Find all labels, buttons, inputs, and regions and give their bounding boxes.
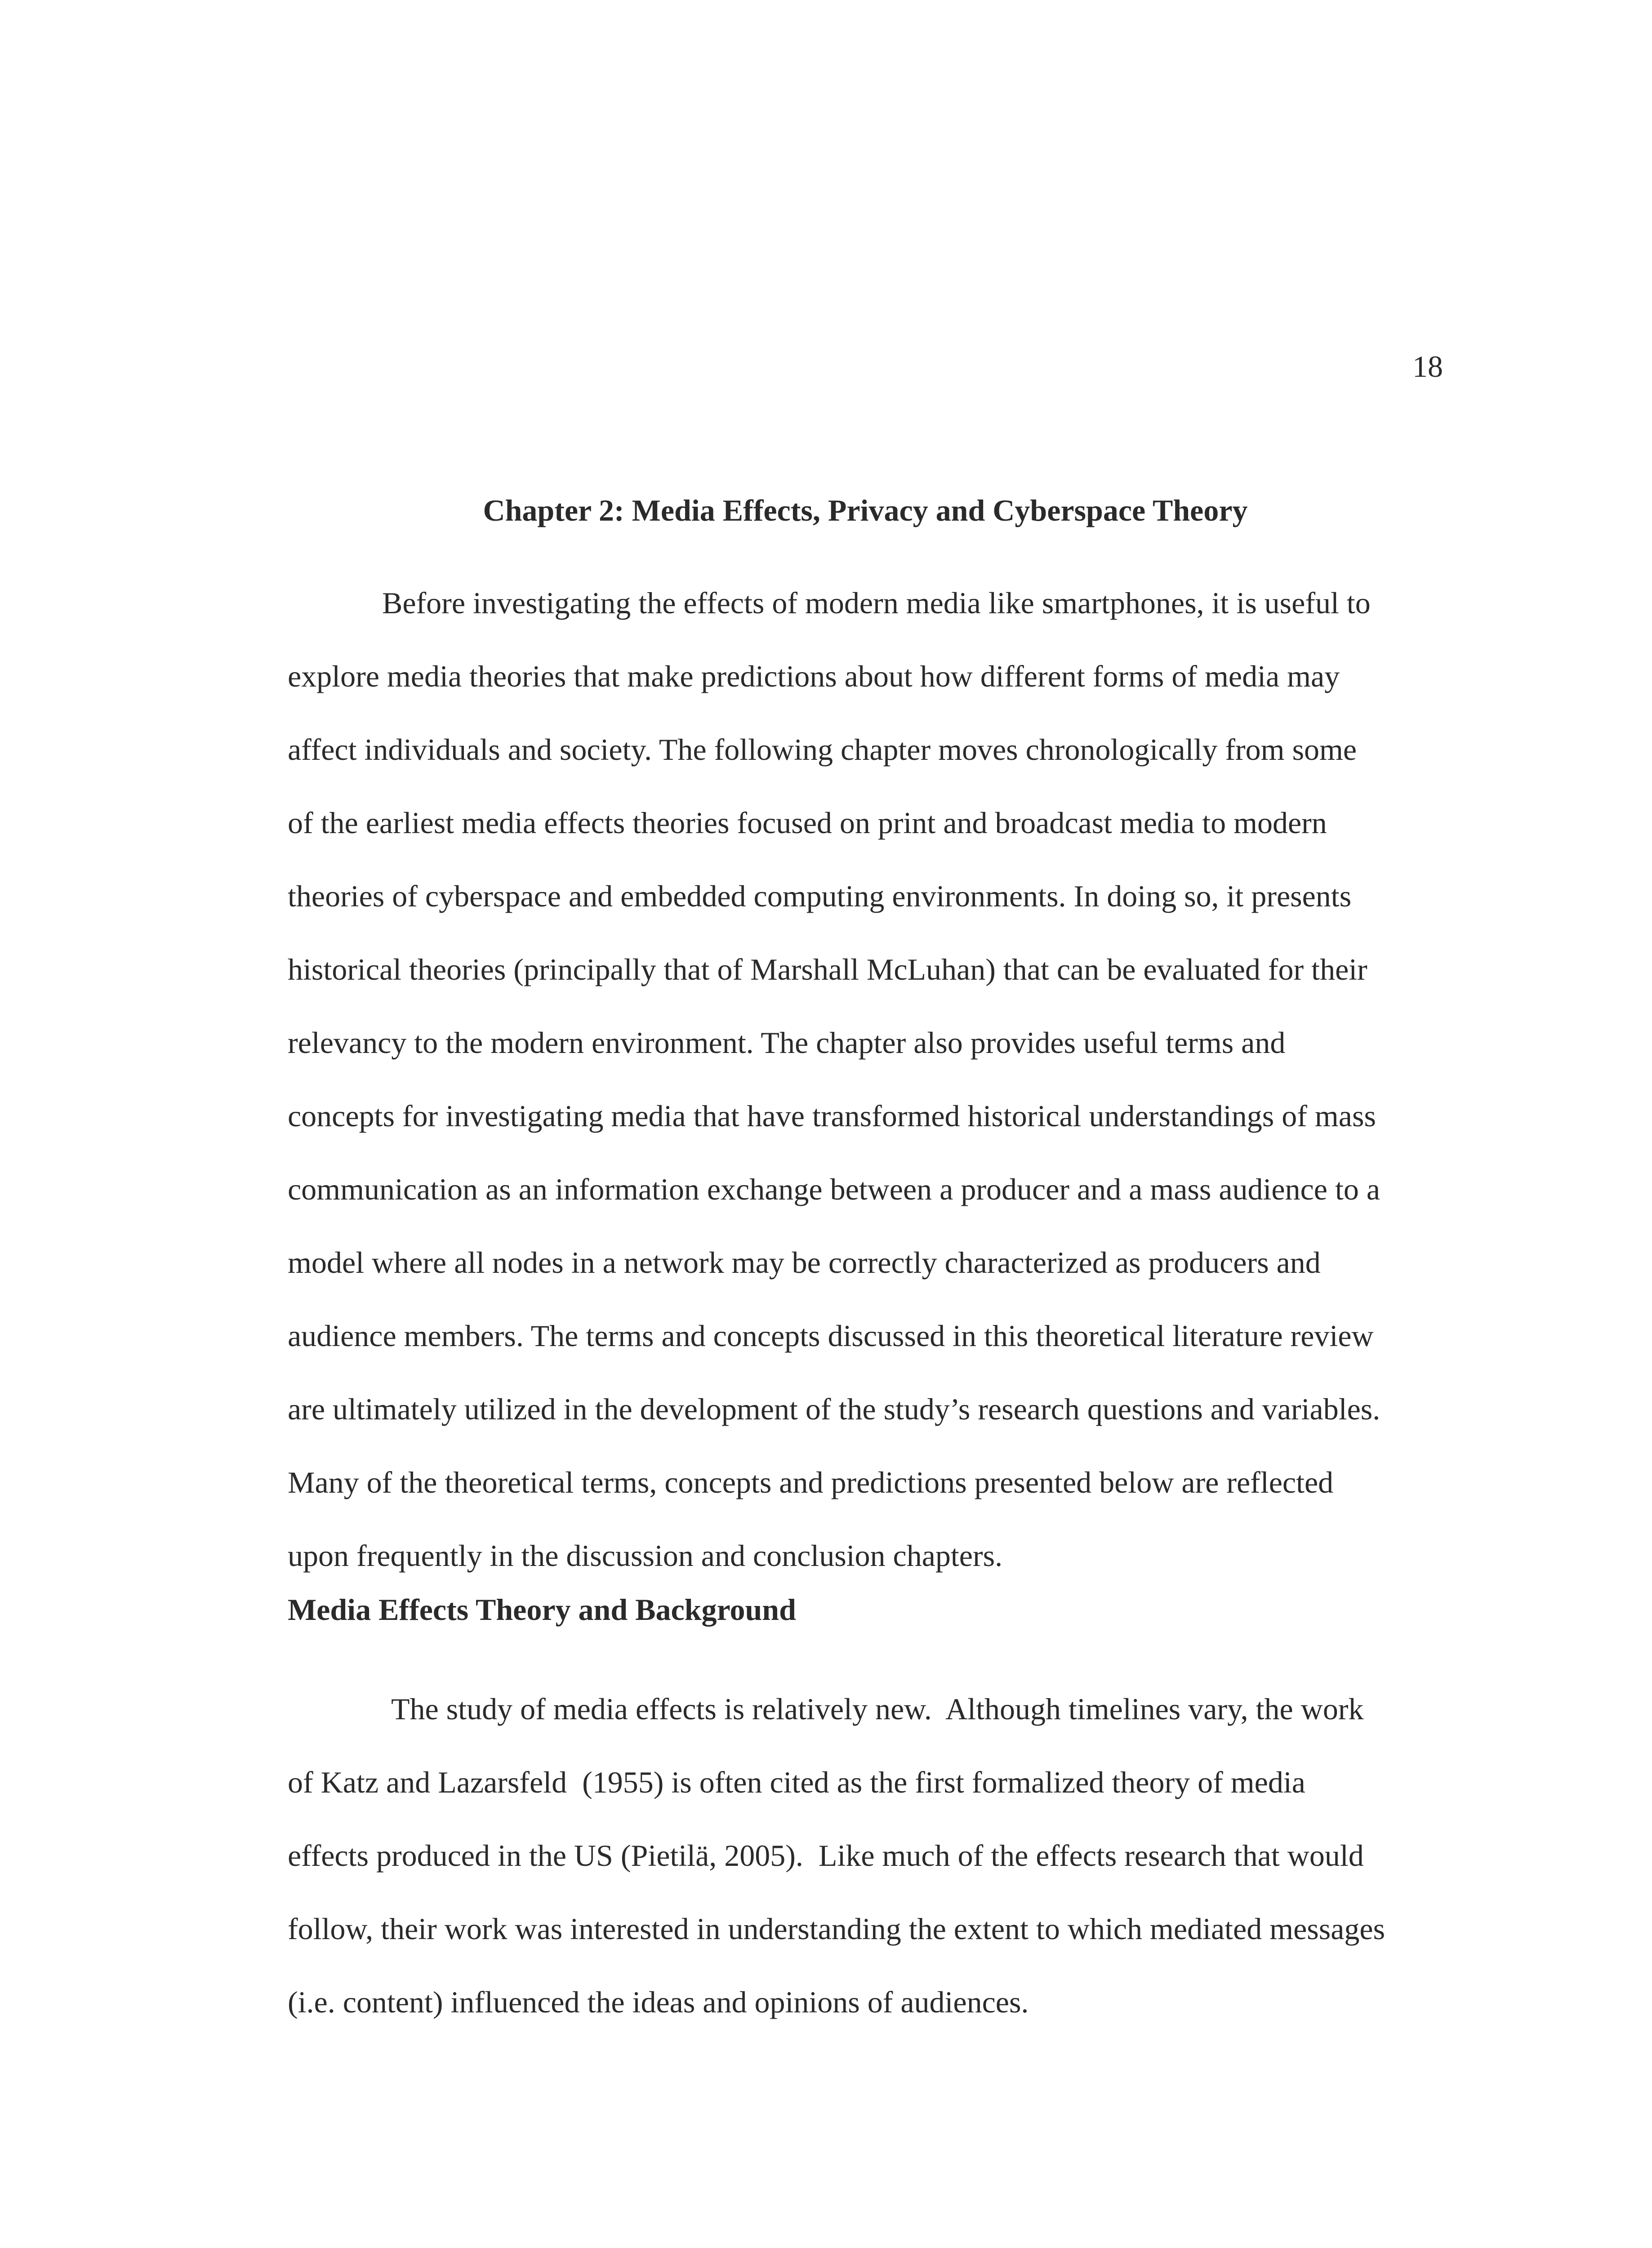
page-number: 18 — [1412, 349, 1443, 384]
text-line: of the earliest media effects theories focused on print and broadcast media to modern — [288, 806, 1327, 840]
text-line: historical theories (principally that of Marshall McLuhan) that can be evaluated for their — [288, 952, 1367, 986]
text-line: concepts for investigating media that have transformed historical understandings of mass — [288, 1099, 1376, 1133]
text-line: communication as an information exchange between a producer and a mass audience to a — [288, 1172, 1380, 1206]
text-line: follow, their work was interested in understanding the extent to which mediated messages — [288, 1912, 1385, 1946]
chapter-title: Chapter 2: Media Effects, Privacy and Cyberspace Theory — [483, 493, 1248, 527]
text-line: model where all nodes in a network may be correctly characterized as producers and — [288, 1245, 1321, 1280]
section-heading: Media Effects Theory and Background — [288, 1592, 796, 1627]
text-line: relevancy to the modern environment. The chapter also provides useful terms and — [288, 1026, 1286, 1060]
text-line: audience members. The terms and concepts discussed in this theoretical literature review — [288, 1319, 1374, 1353]
text-line: Before investigating the effects of modern media like smartphones, it is useful to — [382, 586, 1371, 620]
text-line: of Katz and Lazarsfeld (1955) is often cited as the first formalized theory of media — [288, 1765, 1305, 1799]
text-line: The study of media effects is relatively new. Although timelines vary, the work — [391, 1692, 1364, 1726]
paragraph — [288, 1673, 1443, 2039]
text-line: affect individuals and society. The following chapter moves chronologically from some — [288, 732, 1357, 767]
text-line: Many of the theoretical terms, concepts and predictions presented below are reflected — [288, 1465, 1334, 1499]
text-line: explore media theories that make predictions about how different forms of media may — [288, 659, 1340, 693]
text-line: theories of cyberspace and embedded computing environments. In doing so, it presents — [288, 879, 1352, 913]
text-line: are ultimately utilized in the development of the study’s research questions and variables. — [288, 1392, 1380, 1426]
text-line: effects produced in the US (Pietilä, 2005). Like much of the effects research that would — [288, 1838, 1364, 1873]
text-line: upon frequently in the discussion and conclusion chapters. — [288, 1539, 1003, 1573]
text-line: (i.e. content) influenced the ideas and opinions of audiences. — [288, 1985, 1029, 2019]
paragraph — [288, 566, 1443, 1592]
